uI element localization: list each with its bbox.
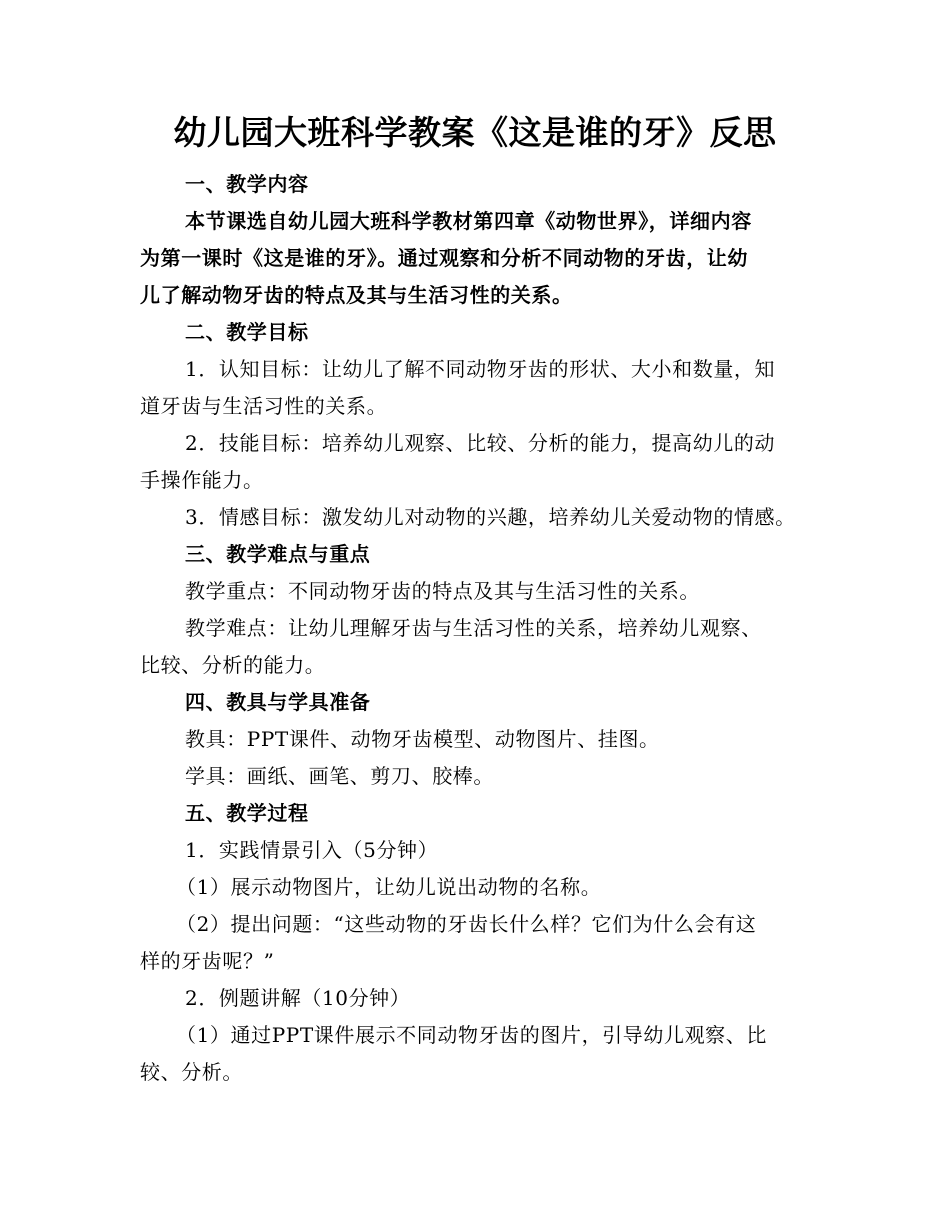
paragraph-line: （1）展示动物图片，让幼儿说出动物的名称。 [176, 875, 602, 899]
paragraph-line: 1．实践情景引入（5分钟） [185, 838, 439, 862]
paragraph-line: 教学难点：让幼儿理解牙齿与生活习性的关系，培养幼儿观察、 [185, 616, 762, 640]
section-heading-objectives: 二、教学目标 [185, 320, 309, 344]
section-heading-content: 一、教学内容 [185, 172, 309, 196]
paragraph-line: 教具：PPT课件、动物牙齿模型、动物图片、挂图。 [185, 727, 660, 751]
paragraph-line: 教学重点：不同动物牙齿的特点及其与生活习性的关系。 [185, 579, 700, 603]
section-heading-process: 五、教学过程 [185, 801, 309, 825]
section-heading-materials: 四、教具与学具准备 [185, 690, 371, 714]
document-title: 幼儿园大班科学教案《这是谁的牙》反思 [173, 113, 777, 152]
paragraph-line: （1）通过PPT课件展示不同动物牙齿的图片，引导幼儿观察、比 [176, 1023, 767, 1047]
section-heading-key-points: 三、教学难点与重点 [185, 542, 371, 566]
paragraph-line: 样的牙齿呢？” [140, 949, 275, 973]
paragraph-line: 道牙齿与生活习性的关系。 [140, 394, 388, 418]
paragraph-line: 1．认知目标：让幼儿了解不同动物牙齿的形状、大小和数量，知 [185, 357, 776, 381]
paragraph-line: 3．情感目标：激发幼儿对动物的兴趣，培养幼儿关爱动物的情感。 [185, 505, 796, 529]
paragraph-line: 2．技能目标：培养幼儿观察、比较、分析的能力，提高幼儿的动 [185, 431, 776, 455]
paragraph-line: 比较、分析的能力。 [140, 653, 326, 677]
paragraph-line: 较、分析。 [140, 1060, 243, 1084]
paragraph-line: 2．例题讲解（10分钟） [185, 986, 411, 1010]
document-body [140, 166, 820, 1091]
paragraph-line: 儿了解动物牙齿的特点及其与生活习性的关系。 [140, 283, 573, 307]
paragraph-line: 手操作能力。 [140, 468, 264, 492]
paragraph-line: 本节课选自幼儿园大班科学教材第四章《动物世界》，详细内容 [185, 209, 752, 233]
paragraph-line: 学具：画纸、画笔、剪刀、胶棒。 [185, 764, 494, 788]
paragraph-line: 为第一课时《这是谁的牙》。通过观察和分析不同动物的牙齿，让幼 [140, 246, 748, 270]
paragraph-line: （2）提出问题：“这些动物的牙齿长什么样？它们为什么会有这 [176, 912, 757, 936]
